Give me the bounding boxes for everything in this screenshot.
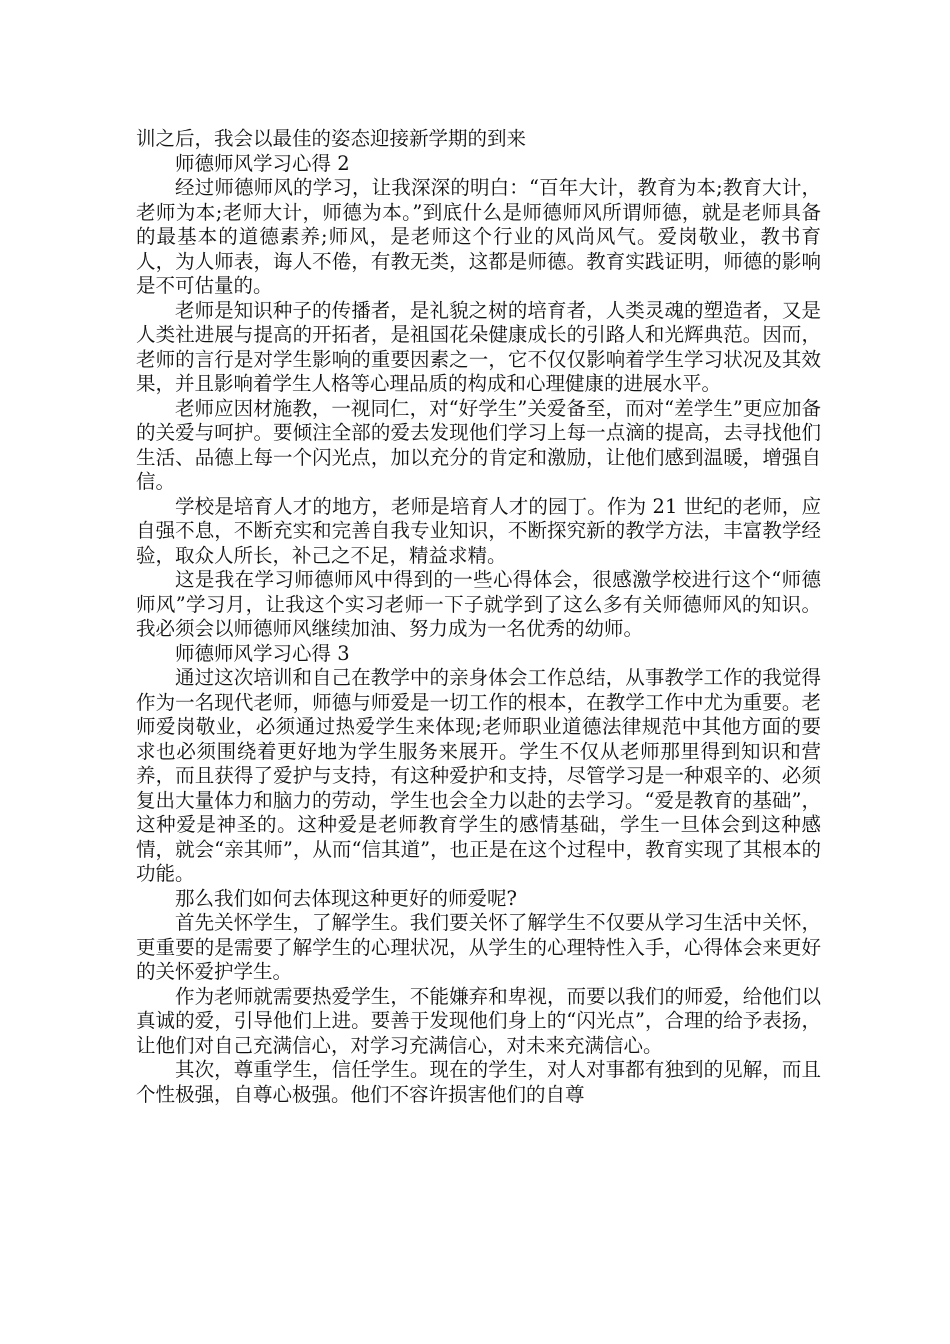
section-heading-2: 师德师风学习心得 2 — [175, 151, 350, 175]
paragraph: 首先关怀学生，了解学生。我们要关怀了解学生不仅要从学习生活中关怀，更重要的是需要了解学生的心理状况，从学生的心理特性入手，心得体会来更好的关怀爱护学生。 — [136, 911, 821, 983]
paragraph: 学校是培育人才的地方，老师是培育人才的园丁。作为 21 世纪的老师，应自强不息，不断充实和完善自我专业知识，不断探究新的教学方法，丰富教学经验，取众人所长，补己之不足，精益求精。 — [136, 494, 821, 567]
paragraph: 那么我们如何去体现这种更好的师爱呢? — [175, 886, 517, 910]
paragraph: 作为老师就需要热爱学生，不能嫌弃和卑视，而要以我们的师爱，给他们以真诚的爱，引导他们上进。要善于发现他们身上的“闪光点”，合理的给予表扬，让他们对自己充满信心，对学习充满信心，对未来充满信心。 — [136, 984, 821, 1057]
paragraph: 老师是知识种子的传播者，是礼貌之树的培育者，人类灵魂的塑造者，又是人类社进展与提高的开拓者，是祖国花朵健康成长的引路人和光辉典范。因而，老师的言行是对学生影响的重要因素之一，它不仅仅影响着学生学习状况及其效果，并且影响着学生人格等心理品质的构成和心理健康的进展水平。 — [136, 298, 821, 395]
paragraph: 其次，尊重学生，信任学生。现在的学生，对人对事都有独到的见解，而且个性极强，自尊心极强。他们不容许损害他们的自尊 — [136, 1058, 821, 1106]
paragraph: 通过这次培训和自己在教学中的亲身体会工作总结，从事教学工作的我觉得作为一名现代老师，师德与师爱是一切工作的根本，在教学工作中尤为重要。老师爱岗敬业，必须通过热爱学生来体现;老师职业道德法律规范中其他方面的要求也必须围绕着更好地为学生服务来展开。学生不仅从老师那里得到知识和营养，而且获得了爱护与支持，有这种爱护和支持，尽管学习是一种艰辛的、必须复出大量体力和脑力的劳动，学生也会全力以赴的去学习。“爱是教育的基础”，这种爱是神圣的。这种爱是老师教育学生的感情基础，学生一旦体会到这种感情，就会“亲其师”，从而“信其道”，也正是在这个过程中，教育实现了其根本的功能。 — [136, 666, 821, 885]
paragraph: 这是我在学习师德师风中得到的一些心得体会，很感激学校进行这个“师德师风”学习月，让我这个实习老师一下子就学到了这么多有关师德师风的知识。我必须会以师德师风继续加油、努力成为一名优秀的幼师。 — [136, 568, 821, 640]
paragraph-continued: 训之后，我会以最佳的姿态迎接新学期的到来 — [136, 127, 527, 150]
paragraph: 经过师德师风的学习，让我深深的明白：“百年大计，教育为本;教育大计，老师为本;老师大计，师德为本。”到底什么是师德师风所谓师德，就是老师具备的最基本的道德素养;师风，是老师这个行业的风尚风气。爱岗敬业，教书育人，为人师表，诲人不倦，有教无类，这都是师德。教育实践证明，师德的影响是不可估量的。 — [136, 176, 821, 297]
section-heading-3: 师德师风学习心得 3 — [175, 641, 350, 665]
document-page — [136, 127, 821, 1107]
paragraph: 老师应因材施教，一视同仁，对“好学生”关爱备至，而对“差学生”更应加备的关爱与呵护。要倾注全部的爱去发现他们学习上每一点滴的提高，去寻找他们生活、品德上每一个闪光点，加以充分的肯定和激励，让他们感到温暖，增强自信。 — [136, 396, 821, 493]
